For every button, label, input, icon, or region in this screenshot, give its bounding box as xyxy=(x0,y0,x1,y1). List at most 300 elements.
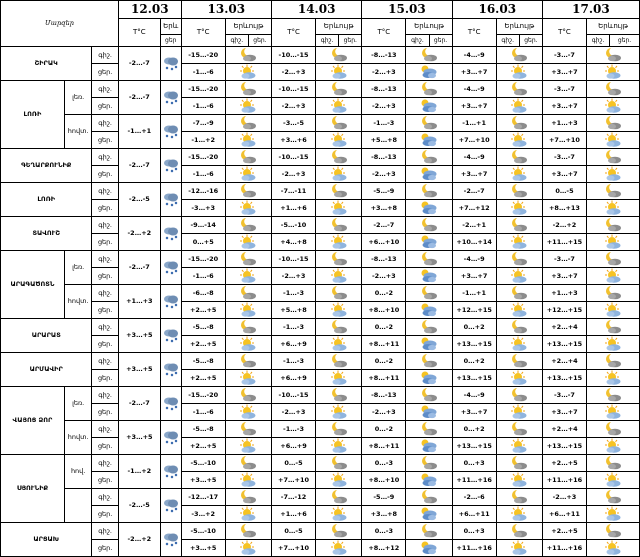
temperature: +3…+7 xyxy=(542,64,586,81)
weather-icon-cell xyxy=(496,302,542,319)
day-label: ցեր. xyxy=(92,540,118,557)
sun-cloud-icon xyxy=(226,472,271,488)
moon-cloud-icon xyxy=(316,353,361,369)
sun-cloud-icon xyxy=(316,302,361,318)
temperature: 0…-5 xyxy=(542,183,586,200)
temperature: -2…+3 xyxy=(362,268,406,285)
temperature: +8…+11 xyxy=(362,336,406,353)
temperature: +2…+5 xyxy=(181,370,225,387)
snow-cloud-icon xyxy=(161,123,181,141)
weather-icon-cell xyxy=(406,489,452,506)
moon-cloud-icon xyxy=(226,47,271,63)
weather-icon-cell xyxy=(587,149,640,166)
temperature: +7…+10 xyxy=(272,472,316,489)
temperature: -8…-13 xyxy=(362,251,406,268)
weather-icon-cell xyxy=(225,302,271,319)
temperature: +6…+10 xyxy=(362,234,406,251)
temperature: -1…-6 xyxy=(181,404,225,421)
moon-cloud-icon xyxy=(226,81,271,97)
temperature: +13…+15 xyxy=(542,438,586,455)
weather-icon-cell xyxy=(160,183,181,217)
cloud-sun-icon xyxy=(406,404,451,420)
temperature: 0…+5 xyxy=(181,234,225,251)
sun-cloud-icon xyxy=(587,404,639,420)
temperature: -1…-6 xyxy=(181,166,225,183)
temperature: +3…+6 xyxy=(272,132,316,149)
weather-icon-cell xyxy=(496,336,542,353)
moon-cloud-icon xyxy=(226,387,271,403)
temperature: +7…+12 xyxy=(452,200,496,217)
weather-icon-cell xyxy=(496,149,542,166)
weather-icon-cell xyxy=(225,268,271,285)
moon-cloud-icon xyxy=(406,455,451,471)
weather-icon-cell xyxy=(316,81,362,98)
day-label: ցեր. xyxy=(92,64,118,81)
sun-cloud-icon xyxy=(497,234,542,250)
snow-cloud-icon xyxy=(161,429,181,447)
day-subheader: ցեր. xyxy=(610,35,640,47)
sun-cloud-icon xyxy=(587,302,639,318)
day-label: ցեր. xyxy=(92,472,118,489)
temperature: +3…+7 xyxy=(542,268,586,285)
temperature: +3…+5 xyxy=(118,353,160,387)
cloud-sun-icon xyxy=(406,268,451,284)
weather-icon-cell xyxy=(316,64,362,81)
temperature: +5…+8 xyxy=(272,302,316,319)
weather-icon-cell xyxy=(587,302,640,319)
temperature: -1…-3 xyxy=(272,353,316,370)
temperature: 0…-5 xyxy=(272,523,316,540)
weather-icon-cell xyxy=(496,200,542,217)
subregion-label: հովտ. xyxy=(64,115,92,149)
weather-icon-cell xyxy=(587,200,640,217)
temperature: +13…+15 xyxy=(452,438,496,455)
weather-icon-cell xyxy=(225,64,271,81)
sun-cloud-icon xyxy=(226,166,271,182)
weather-icon-cell xyxy=(496,64,542,81)
cloud-sun-icon xyxy=(406,540,451,556)
night-label: գիշ. xyxy=(92,421,118,438)
night-subheader: գիշ. xyxy=(406,35,429,47)
temperature: +3…+5 xyxy=(118,319,160,353)
temperature: -2…+3 xyxy=(362,166,406,183)
sun-cloud-icon xyxy=(316,336,361,352)
weather-icon-cell xyxy=(225,455,271,472)
cloud-sun-icon xyxy=(406,200,451,216)
weather-icon-cell xyxy=(316,523,362,540)
moon-cloud-icon xyxy=(497,353,542,369)
temperature: +6…+11 xyxy=(452,506,496,523)
temperature: -10…-15 xyxy=(272,81,316,98)
moon-cloud-icon xyxy=(316,47,361,63)
temperature: +13…+15 xyxy=(452,370,496,387)
weather-icon-cell xyxy=(406,47,452,64)
cloud-sun-icon xyxy=(406,302,451,318)
sun-cloud-icon xyxy=(497,64,542,80)
temperature: +3…+7 xyxy=(452,404,496,421)
temperature: +3…+7 xyxy=(542,166,586,183)
moon-cloud-icon xyxy=(406,183,451,199)
temperature: 0…-2 xyxy=(362,285,406,302)
temperature: -1…-3 xyxy=(272,319,316,336)
temperature: -2…+2 xyxy=(118,217,160,251)
night-label: գիշ. xyxy=(92,251,118,268)
table-row xyxy=(1,302,640,319)
weather-icon-cell xyxy=(406,200,452,217)
weather-icon-cell xyxy=(160,251,181,285)
weather-icon-cell xyxy=(406,421,452,438)
day-label: ցեր. xyxy=(92,132,118,149)
temperature: +8…+13 xyxy=(542,200,586,217)
moon-cloud-icon xyxy=(316,217,361,233)
temperature: 0…+2 xyxy=(452,421,496,438)
weather-icon-cell xyxy=(587,506,640,523)
moon-cloud-icon xyxy=(497,319,542,335)
moon-cloud-icon xyxy=(406,353,451,369)
weather-icon-cell xyxy=(225,234,271,251)
temperature: -12…-16 xyxy=(181,183,225,200)
table-row xyxy=(1,523,640,540)
region-name: ԱՐՑԱԽ xyxy=(1,523,92,557)
temperature: +1…+6 xyxy=(272,200,316,217)
temperature: -1…+1 xyxy=(452,285,496,302)
temperature: +7…+10 xyxy=(452,132,496,149)
weather-icon-cell xyxy=(406,64,452,81)
weather-icon-cell xyxy=(316,132,362,149)
moon-cloud-icon xyxy=(587,47,639,63)
temperature: +3…+8 xyxy=(362,506,406,523)
weather-icon-cell xyxy=(587,285,640,302)
temperature: +8…+11 xyxy=(362,438,406,455)
weather-icon-cell xyxy=(587,370,640,387)
phenomenon-header: Երևույթ xyxy=(406,19,452,35)
weather-icon-cell xyxy=(225,489,271,506)
weather-icon-cell xyxy=(316,200,362,217)
temperature: -5…-8 xyxy=(181,319,225,336)
sun-cloud-icon xyxy=(316,200,361,216)
sun-cloud-icon xyxy=(316,506,361,522)
moon-cloud-icon xyxy=(587,353,639,369)
night-label: գիշ. xyxy=(92,489,118,506)
table-row xyxy=(1,404,640,421)
weather-icon-cell xyxy=(316,149,362,166)
subregion-label: հով. xyxy=(64,455,92,489)
sun-cloud-icon xyxy=(497,98,542,114)
temperature: -2…-5 xyxy=(118,489,160,523)
moon-cloud-icon xyxy=(316,81,361,97)
day-label: ցեր. xyxy=(92,200,118,217)
night-subheader: գիշ. xyxy=(496,35,519,47)
temp-header: T°C xyxy=(542,19,586,47)
day-subheader: ցեր. xyxy=(248,35,271,47)
temperature: -2…-6 xyxy=(452,489,496,506)
weather-icon-cell xyxy=(587,234,640,251)
temperature: -1…-3 xyxy=(362,115,406,132)
temperature: -2…+3 xyxy=(362,64,406,81)
table-row xyxy=(1,421,640,438)
temperature: -5…-8 xyxy=(181,353,225,370)
temperature: -1…+2 xyxy=(118,455,160,489)
weather-icon-cell xyxy=(587,387,640,404)
sun-cloud-icon xyxy=(226,132,271,148)
table-row xyxy=(1,489,640,506)
date-header: 12.03 xyxy=(118,1,181,19)
weather-icon-cell xyxy=(496,455,542,472)
temperature: -2…+2 xyxy=(118,523,160,557)
weather-icon-cell xyxy=(160,523,181,557)
sun-cloud-icon xyxy=(587,472,639,488)
night-label: գիշ. xyxy=(92,81,118,98)
table-row xyxy=(1,353,640,370)
temperature: -1…-6 xyxy=(181,98,225,115)
moon-cloud-icon xyxy=(497,455,542,471)
weather-icon-cell xyxy=(316,285,362,302)
weather-icon-cell xyxy=(587,115,640,132)
moon-cloud-icon xyxy=(587,115,639,131)
day-label: ցեր. xyxy=(92,506,118,523)
weather-icon-cell xyxy=(160,285,181,319)
sun-cloud-icon xyxy=(497,540,542,556)
moon-cloud-icon xyxy=(316,523,361,539)
weather-icon-cell xyxy=(406,523,452,540)
temperature: +3…+7 xyxy=(542,98,586,115)
table-row xyxy=(1,506,640,523)
snow-cloud-icon xyxy=(161,191,181,209)
date-header: 13.03 xyxy=(181,1,271,19)
moon-cloud-icon xyxy=(226,319,271,335)
weather-icon-cell xyxy=(587,489,640,506)
moon-cloud-icon xyxy=(406,489,451,505)
weather-icon-cell xyxy=(587,353,640,370)
weather-icon-cell xyxy=(225,353,271,370)
sun-cloud-icon xyxy=(316,132,361,148)
weather-icon-cell xyxy=(160,319,181,353)
day-subheader: ցեր. xyxy=(519,35,542,47)
weather-icon-cell xyxy=(316,404,362,421)
cloud-sun-icon xyxy=(406,98,451,114)
weather-icon-cell xyxy=(316,540,362,557)
temperature: -1…+2 xyxy=(181,132,225,149)
temperature: -4…-9 xyxy=(452,47,496,64)
weather-icon-cell xyxy=(160,115,181,149)
weather-icon-cell xyxy=(160,149,181,183)
moon-cloud-icon xyxy=(226,523,271,539)
weather-icon-cell xyxy=(225,523,271,540)
temperature: +12…+15 xyxy=(542,302,586,319)
sun-cloud-icon xyxy=(316,438,361,454)
weather-icon-cell xyxy=(225,47,271,64)
weather-icon-cell xyxy=(406,285,452,302)
temperature: +3…+7 xyxy=(452,98,496,115)
weather-icon-cell xyxy=(225,336,271,353)
sun-cloud-icon xyxy=(497,200,542,216)
temperature: -2…+3 xyxy=(272,64,316,81)
night-label: գիշ. xyxy=(92,319,118,336)
temperature: 0…+2 xyxy=(452,319,496,336)
table-row xyxy=(1,217,640,234)
temperature: -5…-10 xyxy=(272,217,316,234)
moon-cloud-icon xyxy=(406,217,451,233)
snow-cloud-icon xyxy=(161,497,181,515)
temperature: +6…+9 xyxy=(272,336,316,353)
weather-icon-cell xyxy=(316,489,362,506)
night-label: գիշ. xyxy=(92,115,118,132)
phenomenon-header: Երևույթ xyxy=(587,19,640,35)
phenomenon-header: Երևույթ xyxy=(225,19,271,35)
weather-icon-cell xyxy=(406,268,452,285)
temperature: -15…-20 xyxy=(181,81,225,98)
weather-icon-cell xyxy=(587,251,640,268)
subregion-label: լեռ. xyxy=(64,251,92,285)
weather-icon-cell xyxy=(316,353,362,370)
temperature: +2…+5 xyxy=(181,438,225,455)
sun-cloud-icon xyxy=(587,336,639,352)
weather-icon-cell xyxy=(225,81,271,98)
moon-cloud-icon xyxy=(406,115,451,131)
table-row xyxy=(1,166,640,183)
region-name: ՎԱՅՈՑ ՁՈՐ xyxy=(1,387,65,455)
date-header: 14.03 xyxy=(272,1,362,19)
weather-icon-cell xyxy=(225,472,271,489)
weather-icon-cell xyxy=(496,285,542,302)
cloud-sun-icon xyxy=(406,506,451,522)
weather-icon-cell xyxy=(225,421,271,438)
table-row xyxy=(1,438,640,455)
weather-icon-cell xyxy=(225,149,271,166)
weather-icon-cell xyxy=(587,132,640,149)
temperature: -2…-7 xyxy=(452,183,496,200)
temperature: -4…-9 xyxy=(452,149,496,166)
weather-icon-cell xyxy=(316,98,362,115)
moon-cloud-icon xyxy=(226,251,271,267)
temperature: 0…-2 xyxy=(362,353,406,370)
temperature: +13…+15 xyxy=(542,370,586,387)
weather-icon-cell xyxy=(587,183,640,200)
weather-icon-cell xyxy=(316,387,362,404)
moon-cloud-icon xyxy=(587,183,639,199)
weather-icon-cell xyxy=(587,455,640,472)
sun-cloud-icon xyxy=(497,166,542,182)
temperature: +12…+15 xyxy=(452,302,496,319)
moon-cloud-icon xyxy=(497,251,542,267)
table-row xyxy=(1,540,640,557)
weather-icon-cell xyxy=(496,132,542,149)
weather-icon-cell xyxy=(496,523,542,540)
table-row xyxy=(1,183,640,200)
weather-icon-cell xyxy=(587,217,640,234)
temperature: -1…-3 xyxy=(272,285,316,302)
weather-icon-cell xyxy=(406,319,452,336)
weather-icon-cell xyxy=(406,370,452,387)
temperature: -2…+3 xyxy=(362,98,406,115)
temperature: -4…-9 xyxy=(452,251,496,268)
day-subheader: ցեր xyxy=(160,35,181,47)
temperature: -1…-3 xyxy=(272,421,316,438)
moon-cloud-icon xyxy=(316,421,361,437)
sun-cloud-icon xyxy=(316,268,361,284)
subregion-label xyxy=(64,489,92,523)
weather-icon-cell xyxy=(587,336,640,353)
day-label: ցեր. xyxy=(92,166,118,183)
moon-cloud-icon xyxy=(497,523,542,539)
weather-icon-cell xyxy=(316,166,362,183)
weather-icon-cell xyxy=(587,523,640,540)
weather-icon-cell xyxy=(225,98,271,115)
snow-cloud-icon xyxy=(161,225,181,243)
temperature: +7…+10 xyxy=(272,540,316,557)
temperature: 0…-3 xyxy=(362,523,406,540)
temperature: 0…+3 xyxy=(452,523,496,540)
sun-cloud-icon xyxy=(226,98,271,114)
moon-cloud-icon xyxy=(497,115,542,131)
temp-header: T°C xyxy=(181,19,225,47)
temperature: -8…-13 xyxy=(362,81,406,98)
night-label: գիշ. xyxy=(92,387,118,404)
table-row xyxy=(1,455,640,472)
night-label: գիշ. xyxy=(92,217,118,234)
sun-cloud-icon xyxy=(316,404,361,420)
weather-icon-cell xyxy=(496,268,542,285)
moon-cloud-icon xyxy=(587,523,639,539)
temperature: 0…-2 xyxy=(362,319,406,336)
temperature: -3…-7 xyxy=(542,387,586,404)
sun-cloud-icon xyxy=(587,438,639,454)
weather-icon-cell xyxy=(406,183,452,200)
sun-cloud-icon xyxy=(226,370,271,386)
snow-cloud-icon xyxy=(161,531,181,549)
weather-icon-cell xyxy=(496,421,542,438)
snow-cloud-icon xyxy=(161,89,181,107)
weather-icon-cell xyxy=(316,336,362,353)
temperature: +3…+7 xyxy=(452,166,496,183)
moon-cloud-icon xyxy=(406,251,451,267)
temperature: +3…+7 xyxy=(452,64,496,81)
temperature: 0…+3 xyxy=(452,455,496,472)
sun-cloud-icon xyxy=(316,166,361,182)
moon-cloud-icon xyxy=(406,387,451,403)
subregion-label: լեռ. xyxy=(64,387,92,421)
sun-cloud-icon xyxy=(226,336,271,352)
temperature: -2…+3 xyxy=(362,404,406,421)
weather-icon-cell xyxy=(496,370,542,387)
moon-cloud-icon xyxy=(497,489,542,505)
moon-cloud-icon xyxy=(226,217,271,233)
moon-cloud-icon xyxy=(587,455,639,471)
temperature: -7…-9 xyxy=(181,115,225,132)
moon-cloud-icon xyxy=(226,183,271,199)
weather-icon-cell xyxy=(225,438,271,455)
weather-icon-cell xyxy=(587,404,640,421)
temperature: -12…-17 xyxy=(181,489,225,506)
temperature: +5…+8 xyxy=(362,132,406,149)
moon-cloud-icon xyxy=(316,183,361,199)
temperature: +2…+5 xyxy=(542,523,586,540)
weather-icon-cell xyxy=(160,217,181,251)
weather-icon-cell xyxy=(496,489,542,506)
snow-cloud-icon xyxy=(161,259,181,277)
sun-cloud-icon xyxy=(316,370,361,386)
temperature: +13…+15 xyxy=(452,336,496,353)
weather-icon-cell xyxy=(496,387,542,404)
temp-header: T°C xyxy=(452,19,496,47)
table-row xyxy=(1,64,640,81)
table-row xyxy=(1,132,640,149)
temperature: -1…-6 xyxy=(181,268,225,285)
night-label: գիշ. xyxy=(92,47,118,64)
night-label: գիշ. xyxy=(92,183,118,200)
temperature: -15…-20 xyxy=(181,387,225,404)
weather-icon-cell xyxy=(587,540,640,557)
